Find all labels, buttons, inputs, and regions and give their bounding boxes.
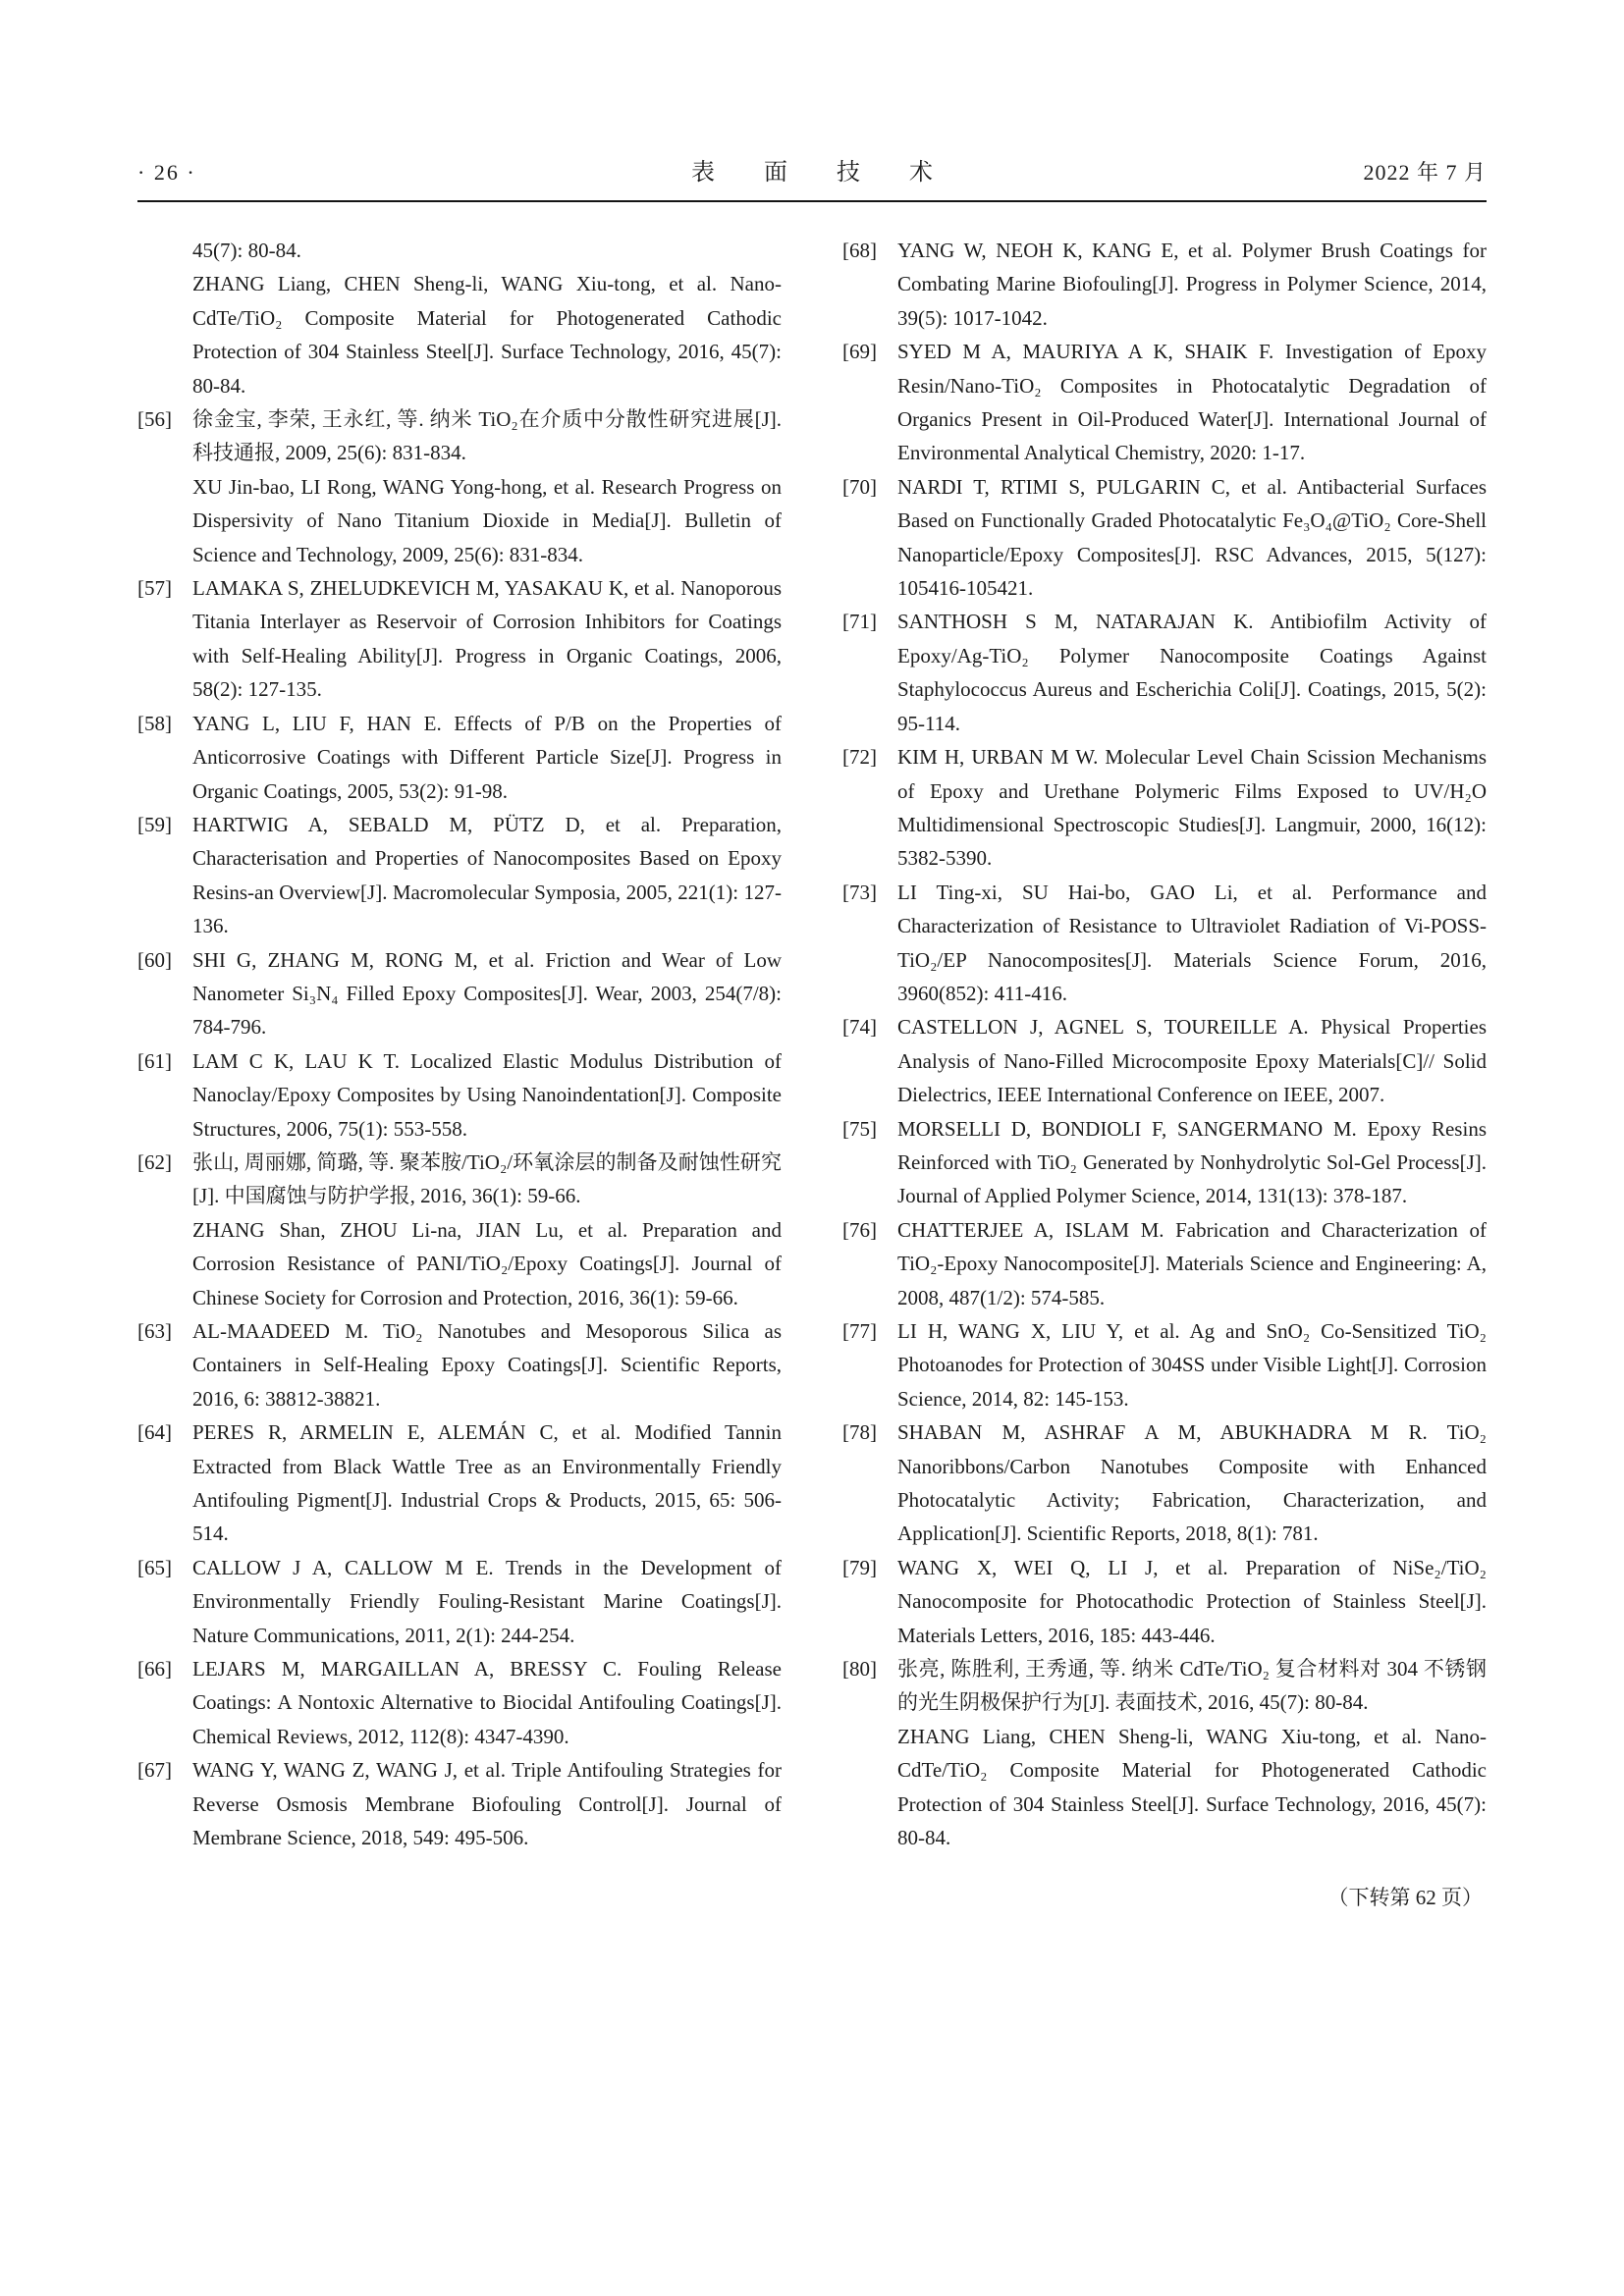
reference-text: AL-MAADEED M. TiO₂ Nanotubes and Mesoporous Silica as Containers in Self-Healing Epoxy Coatings[J]. Scientific Reports, 2016, 6: 38812-38821.: [192, 1319, 782, 1411]
header-rule: [137, 200, 1487, 202]
reference-entry: [137, 470, 782, 571]
reference-entry: [842, 1213, 1487, 1314]
page-number: · 26 ·: [137, 160, 196, 185]
reference-text: MORSELLI D, BONDIOLI F, SANGERMANO M. Epoxy Resins Reinforced with TiO₂ Generated by Nonhydrolytic Sol-Gel Process[J]. Journal of Applied Polymer Science, 2014, 131(13): 378-187.: [897, 1116, 1487, 1208]
page-header: [137, 152, 1487, 187]
reference-entry: [842, 1415, 1487, 1551]
reference-text: SHI G, ZHANG M, RONG M, et al. Friction and Wear of Low Nanometer Si₃N₄ Filled Epoxy Composites[J]. Wear, 2003, 254(7/8): 784-796.: [192, 947, 782, 1040]
reference-entry: [137, 808, 782, 943]
reference-number: [57]: [137, 576, 172, 601]
reference-entry: [842, 335, 1487, 470]
reference-text: LI H, WANG X, LIU Y, et al. Ag and SnO₂ Co-Sensitized TiO₂ Photoanodes for Protection of 304SS under Visible Light[J]. Corrosion Science, 2014, 82: 145-153.: [897, 1319, 1487, 1411]
reference-text: LI Ting-xi, SU Hai-bo, GAO Li, et al. Performance and Characterization of Resistance to Ultraviolet Radiation of Vi-POSS-TiO₂/EP Nanocomposites[J]. Materials Science Forum, 2016, 3960(852): 411-416.: [897, 880, 1487, 1005]
reference-entry: [842, 1010, 1487, 1111]
reference-text: WANG Y, WANG Z, WANG J, et al. Triple Antifouling Strategies for Reverse Osmosis Membrane Biofouling Control[J]. Journal of Membrane Science, 2018, 549: 495-506.: [192, 1758, 782, 1850]
reference-entry: [842, 1720, 1487, 1855]
reference-text: LAMAKA S, ZHELUDKEVICH M, YASAKAU K, et al. Nanoporous Titania Interlayer as Reservoir of Corrosion Inhibitors for Coatings with Self-Healing Ability[J]. Progress in Organic Coatings, 2006, 58(2): 127-135.: [192, 576, 782, 702]
reference-entry: [137, 402, 782, 470]
reference-text: LAM C K, LAU K T. Localized Elastic Modulus Distribution of Nanoclay/Epoxy Composites by Using Nanoindentation[J]. Composite Structures, 2006, 75(1): 553-558.: [192, 1048, 782, 1141]
reference-number: [58]: [137, 711, 172, 735]
reference-entry: [137, 267, 782, 402]
reference-entry: [842, 740, 1487, 876]
reference-text: WANG X, WEI Q, LI J, et al. Preparation of NiSe₂/TiO₂ Nanocomposite for Photocathodic Protection of Stainless Steel[J]. Materials Letters, 2016, 185: 443-446.: [897, 1555, 1487, 1647]
reference-number: [61]: [137, 1048, 172, 1073]
reference-text: 徐金宝, 李荣, 王永红, 等. 纳米 TiO₂在介质中分散性研究进展[J]. 科技通报, 2009, 25(6): 831-834.: [192, 407, 782, 465]
reference-text: XU Jin-bao, LI Rong, WANG Yong-hong, et al. Research Progress on Dispersivity of Nano Titanium Dioxide in Media[J]. Bulletin of Science and Technology, 2009, 25(6): 831-834.: [192, 474, 782, 566]
reference-text: 张山, 周丽娜, 简璐, 等. 聚苯胺/TiO₂/环氧涂层的制备及耐蚀性研究[J]. 中国腐蚀与防护学报, 2016, 36(1): 59-66.: [192, 1149, 782, 1208]
reference-entry: [137, 234, 782, 267]
reference-entry: [137, 707, 782, 808]
reference-entry: [137, 571, 782, 707]
reference-number: [66]: [137, 1657, 172, 1682]
reference-text: SYED M A, MAURIYA A K, SHAIK F. Investigation of Epoxy Resin/Nano-TiO₂ Composites in Photocatalytic Degradation of Organics Present in Oil-Produced Water[J]. International Journal of Environmental Analytical Chemistry, 2020: 1-17.: [897, 340, 1487, 465]
reference-number: [70]: [842, 474, 877, 499]
reference-text: CALLOW J A, CALLOW M E. Trends in the Development of Environmentally Friendly Fouling-Resistant Marine Coatings[J]. Nature Communications, 2011, 2(1): 244-254.: [192, 1555, 782, 1647]
reference-text: ZHANG Liang, CHEN Sheng-li, WANG Xiu-tong, et al. Nano-CdTe/TiO₂ Composite Material for Photogenerated Cathodic Protection of 304 Stainless Steel[J]. Surface Technology, 2016, 45(7): 80-84.: [192, 272, 782, 398]
reference-text: LEJARS M, MARGAILLAN A, BRESSY C. Fouling Release Coatings: A Nontoxic Alternative to Biocidal Antifouling Coatings[J]. Chemical Reviews, 2012, 112(8): 4347-4390.: [192, 1657, 782, 1748]
reference-entry: [137, 1753, 782, 1854]
reference-number: [79]: [842, 1555, 877, 1579]
reference-number: [75]: [842, 1116, 877, 1141]
reference-entry: [137, 1415, 782, 1551]
reference-number: [64]: [137, 1420, 172, 1445]
reference-entry: [842, 470, 1487, 606]
reference-entry: [137, 1044, 782, 1146]
reference-text: YANG L, LIU F, HAN E. Effects of P/B on the Properties of Anticorrosive Coatings with Different Particle Size[J]. Progress in Organic Coatings, 2005, 53(2): 91-98.: [192, 711, 782, 803]
reference-text: NARDI T, RTIMI S, PULGARIN C, et al. Antibacterial Surfaces Based on Functionally Graded Photocatalytic Fe₃O₄@TiO₂ Core-Shell Nanoparticle/Epoxy Composites[J]. RSC Advances, 2015, 5(127): 105416-105421.: [897, 474, 1487, 601]
reference-number: [67]: [137, 1758, 172, 1783]
references-right-column: [842, 234, 1487, 1914]
reference-number: [76]: [842, 1217, 877, 1242]
reference-entry: [137, 943, 782, 1044]
references-left-column: [137, 234, 782, 1914]
reference-number: [63]: [137, 1319, 172, 1343]
reference-text: ZHANG Shan, ZHOU Li-na, JIAN Lu, et al. Preparation and Corrosion Resistance of PANI/TiO₂/Epoxy Coatings[J]. Journal of Chinese Society for Corrosion and Protection, 2016, 36(1): 59-66.: [192, 1217, 782, 1309]
reference-number: [77]: [842, 1319, 877, 1343]
reference-text: 45(7): 80-84.: [192, 239, 301, 262]
reference-entry: [137, 1652, 782, 1753]
reference-text: SANTHOSH S M, NATARAJAN K. Antibiofilm Activity of Epoxy/Ag-TiO₂ Polymer Nanocomposite Coatings Against Staphylococcus Aureus and Escherichia Coli[J]. Coatings, 2015, 5(2): 95-114.: [897, 610, 1487, 735]
reference-number: [73]: [842, 880, 877, 904]
reference-text: YANG W, NEOH K, KANG E, et al. Polymer Brush Coatings for Combating Marine Biofouling[J]. Progress in Polymer Science, 2014, 39(5): 1017-1042.: [897, 239, 1487, 330]
reference-text: 张亮, 陈胜利, 王秀通, 等. 纳米 CdTe/TiO₂ 复合材料对 304 不锈钢的光生阴极保护行为[J]. 表面技术, 2016, 45(7): 80-84.: [897, 1657, 1487, 1715]
reference-entry: [842, 1652, 1487, 1720]
reference-number: [78]: [842, 1420, 877, 1445]
reference-entry: [842, 876, 1487, 1011]
reference-text: KIM H, URBAN M W. Molecular Level Chain Scission Mechanisms of Epoxy and Urethane Polymeric Films Exposed to UV/H₂O Multidimensional Spectroscopic Studies[J]. Langmuir, 2000, 16(12): 5382-5390.: [897, 745, 1487, 871]
reference-text: CHATTERJEE A, ISLAM M. Fabrication and Characterization of TiO₂-Epoxy Nanocomposite[J]. Materials Science and Engineering: A, 2008, 487(1/2): 574-585.: [897, 1217, 1487, 1309]
reference-number: [60]: [137, 947, 172, 972]
reference-text: PERES R, ARMELIN E, ALEMÁN C, et al. Modified Tannin Extracted from Black Wattle Tree as an Environmentally Friendly Antifouling Pigment[J]. Industrial Crops & Products, 2015, 65: 506-514.: [192, 1420, 782, 1546]
reference-entry: [842, 1551, 1487, 1652]
reference-entry: [137, 1213, 782, 1314]
reference-number: [62]: [137, 1149, 172, 1174]
reference-entry: [842, 1112, 1487, 1213]
continuation-note: （下转第 62 页）: [1327, 1885, 1483, 1909]
reference-number: [80]: [842, 1657, 877, 1682]
reference-number: [68]: [842, 239, 877, 262]
issue-date: 2022 年 7 月: [1363, 160, 1487, 185]
reference-number: [71]: [842, 610, 877, 634]
reference-number: [72]: [842, 745, 877, 770]
reference-number: [65]: [137, 1555, 172, 1579]
reference-entry: [137, 1314, 782, 1415]
reference-number: [74]: [842, 1015, 877, 1040]
reference-number: [59]: [137, 812, 172, 836]
reference-number: [69]: [842, 340, 877, 364]
reference-entry: [137, 1551, 782, 1652]
reference-entry: [842, 1314, 1487, 1415]
reference-text: HARTWIG A, SEBALD M, PÜTZ D, et al. Preparation, Characterisation and Properties of Nanocomposites Based on Epoxy Resins-an Overview[J]. Macromolecular Symposia, 2005, 221(1): 127-136.: [192, 812, 782, 938]
reference-entry: [137, 1146, 782, 1213]
reference-number: [56]: [137, 407, 172, 432]
reference-entry: [842, 234, 1487, 335]
reference-entry: [842, 605, 1487, 740]
journal-title: 表 面 技 术: [691, 160, 954, 186]
reference-text: SHABAN M, ASHRAF A M, ABUKHADRA M R. TiO₂ Nanoribbons/Carbon Nanotubes Composite with Enhanced Photocatalytic Activity; Fabrication, Characterization, and Application[J]. Scientific Reports, 2018, 8(1): 781.: [897, 1420, 1487, 1546]
references-content: [137, 234, 1487, 1914]
reference-text: ZHANG Liang, CHEN Sheng-li, WANG Xiu-tong, et al. Nano-CdTe/TiO₂ Composite Material for Photogenerated Cathodic Protection of 304 Stainless Steel[J]. Surface Technology, 2016, 45(7): 80-84.: [897, 1724, 1487, 1850]
reference-text: CASTELLON J, AGNEL S, TOUREILLE A. Physical Properties Analysis of Nano-Filled Microcomposite Epoxy Materials[C]// Solid Dielectrics, IEEE International Conference on IEEE, 2007.: [897, 1015, 1487, 1107]
